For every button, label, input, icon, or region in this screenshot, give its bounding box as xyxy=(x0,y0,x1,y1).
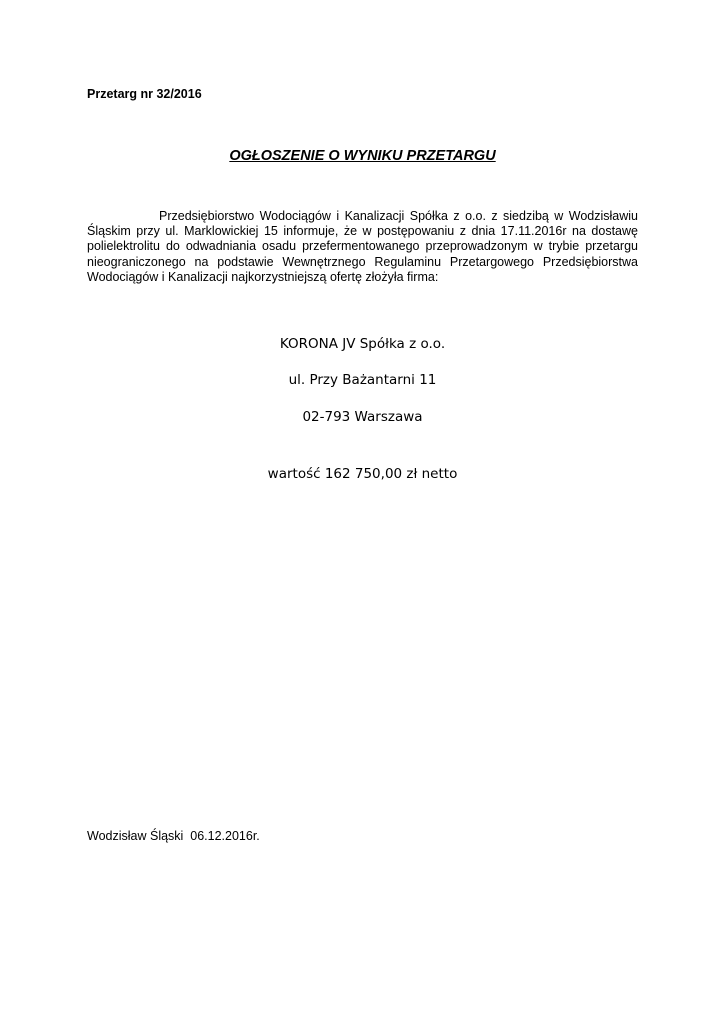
place-and-date: Wodzisław Śląski 06.12.2016r. xyxy=(87,829,260,843)
announcement-body: Przedsiębiorstwo Wodociągów i Kanalizacji Spółka z o.o. z siedzibą w Wodzisławiu Śląskim przy ul. Marklowickiej 15 informuje, że w postępowaniu z dnia 17.11.2016r na dostawę polielektrolitu do odwadniania osadu przefermentowanego przeprowadzonym w trybie przetargu nieograniczonego na podstawie Wewnętrznego Regulaminu Przetargowego Przedsiębiorstwa Wodociągów i Kanalizacji najkorzystniejszą ofertę złożyła firma: xyxy=(87,209,638,284)
tender-reference: Przetarg nr 32/2016 xyxy=(87,87,202,101)
document-title: OGŁOSZENIE O WYNIKU PRZETARGU xyxy=(229,148,496,164)
winner-street-address: ul. Przy Bażantarni 11 xyxy=(288,372,437,388)
winner-city: 02-793 Warszawa xyxy=(302,409,423,425)
contract-value: wartość 162 750,00 zł netto xyxy=(267,466,458,482)
winner-company-name: KORONA JV Spółka z o.o. xyxy=(279,336,446,352)
